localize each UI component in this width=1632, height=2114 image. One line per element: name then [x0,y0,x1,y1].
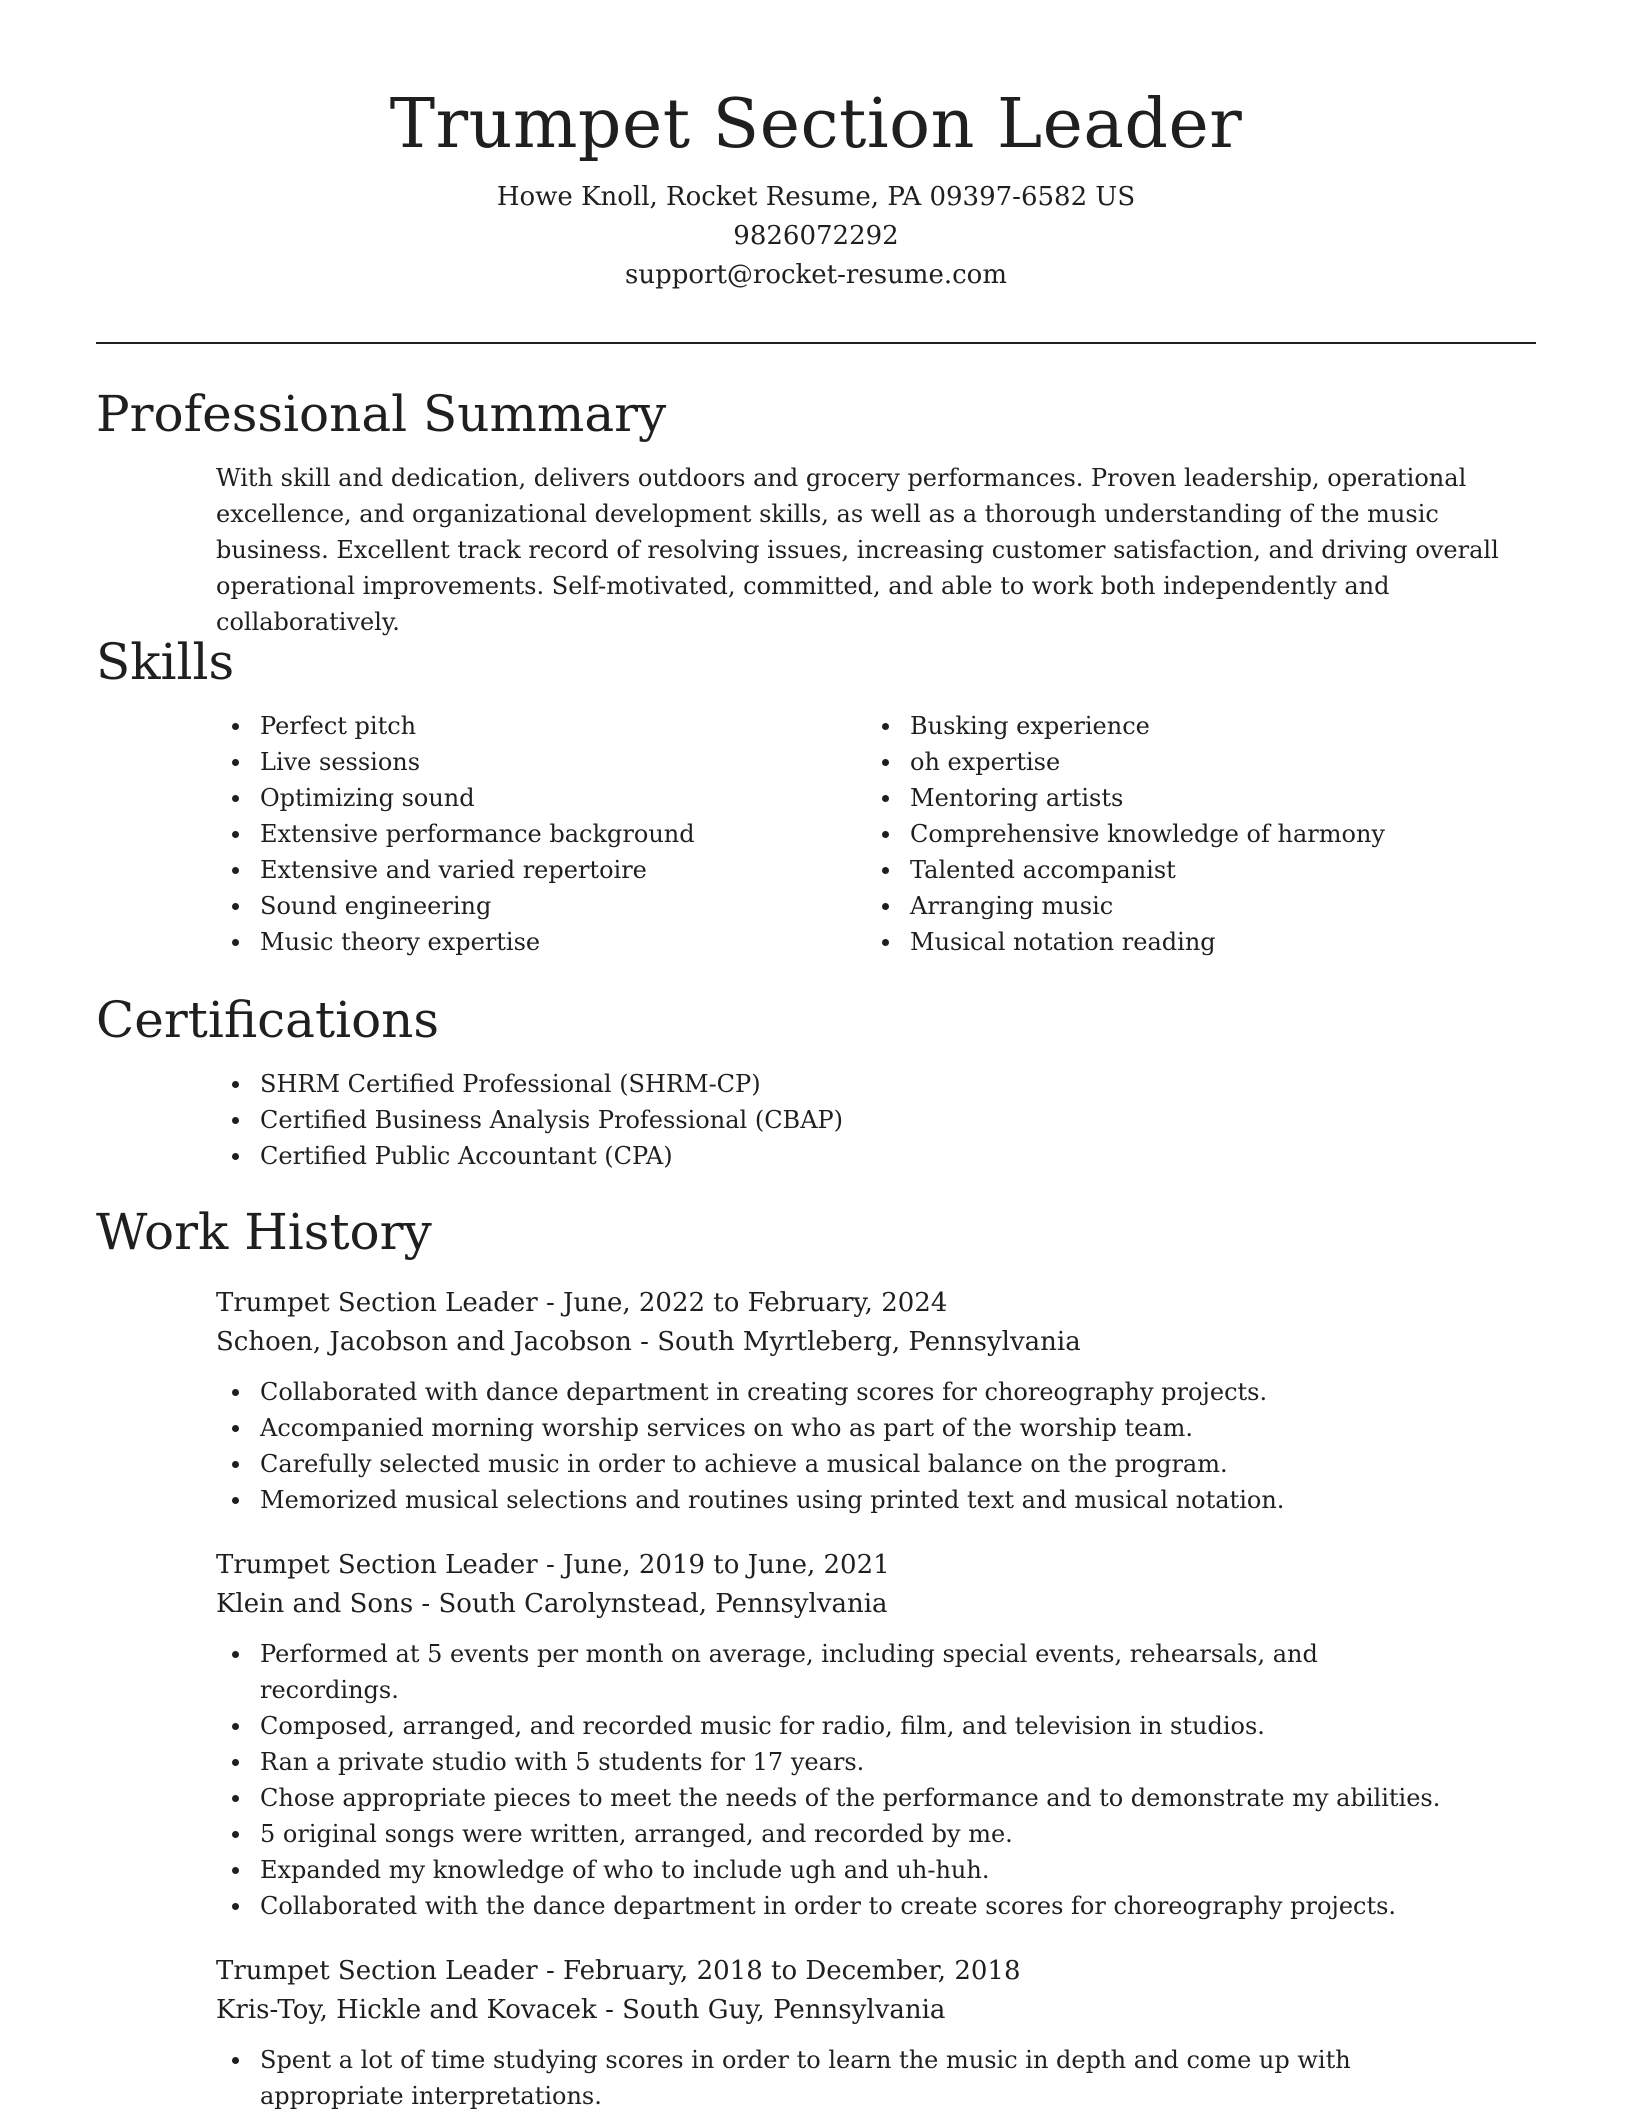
job-location: South Guy, Pennsylvania [622,1995,946,2025]
contact-address: Howe Knoll, Rocket Resume, PA 09397-6582 US [496,182,1136,212]
job-bullets [96,2042,1536,2114]
contact-info [96,178,1536,295]
job-bullet: Memorized musical selections and routines using printed text and musical notation. [96,1482,1536,1518]
skill-item: Extensive and varied repertoire [96,852,746,888]
job-title: Trumpet Section Leader [216,1288,538,1318]
job-employer: Klein and Sons - South Carolynstead, Pennsylvania [216,1589,888,1619]
job-employer: Schoen, Jacobson and Jacobson - South Myrtleberg, Pennsylvania [216,1327,1081,1357]
job-entry [96,1952,1536,2114]
certifications-title: Certifications [96,991,440,1049]
job-heading: Trumpet Section Leader - June, 2019 to June, 2021 [216,1550,890,1580]
skill-item: Music theory expertise [96,924,746,960]
certification-item: Certified Business Analysis Professional (CBAP) [96,1102,1536,1138]
job-bullet: Collaborated with the dance department in order to create scores for choreography projects. [96,1888,1536,1924]
job-heading: Trumpet Section Leader - June, 2022 to February, 2024 [216,1288,948,1318]
header-divider [96,342,1536,344]
skills-title: Skills [96,633,235,691]
certifications-list [96,1066,1536,1174]
job-bullet: Performed at 5 events per month on average, including special events, rehearsals, and recordings. [96,1636,1536,1708]
candidate-name: Trumpet Section Leader [389,85,1243,164]
certifications-section [96,988,1536,1174]
job-company: Kris-Toy, Hickle and Kovacek [216,1995,597,2025]
skills-section [96,630,1536,960]
job-heading: Trumpet Section Leader - February, 2018 to December, 2018 [216,1956,1021,1986]
job-company: Klein and Sons [216,1589,414,1619]
work-history-section [96,1200,1536,2114]
skills-list-left [96,708,746,960]
certification-item: Certified Public Accountant (CPA) [96,1138,1536,1174]
skills-columns [96,708,1536,960]
contact-email: support@rocket-resume.com [624,260,1007,290]
skill-item: Sound engineering [96,888,746,924]
job-bullet: 5 original songs were written, arranged, and recorded by me. [96,1816,1536,1852]
job-bullet: Accompanied morning worship services on who as part of the worship team. [96,1410,1536,1446]
job-location: South Carolynstead, Pennsylvania [438,1589,888,1619]
certification-item: SHRM Certified Professional (SHRM-CP) [96,1066,1536,1102]
job-bullets [96,1374,1536,1518]
skill-item: Musical notation reading [746,924,1396,960]
contact-phone: 9826072292 [733,221,899,251]
job-dates: June, 2019 to June, 2021 [563,1550,890,1580]
job-bullet: Chose appropriate pieces to meet the needs of the performance and to demonstrate my abilities. [96,1780,1536,1816]
skill-item: Extensive performance background [96,816,746,852]
skill-item: Comprehensive knowledge of harmony [746,816,1396,852]
resume-header [96,80,1536,295]
skill-item: Perfect pitch [96,708,746,744]
work-history-title: Work History [96,1203,432,1261]
skills-list-right [746,708,1396,960]
job-location: South Myrtleberg, Pennsylvania [657,1327,1081,1357]
job-title: Trumpet Section Leader [216,1956,538,1986]
job-bullet: Ran a private studio with 5 students for 17 years. [96,1744,1536,1780]
summary-section [96,382,1536,640]
job-dates: February, 2018 to December, 2018 [563,1956,1021,1986]
job-bullet: Collaborated with dance department in creating scores for choreography projects. [96,1374,1536,1410]
job-bullet: Expanded my knowledge of who to include ugh and uh-huh. [96,1852,1536,1888]
job-dates: June, 2022 to February, 2024 [563,1288,948,1318]
job-bullets [96,1636,1536,1924]
job-title: Trumpet Section Leader [216,1550,538,1580]
job-entry [96,1546,1536,1924]
summary-title: Professional Summary [96,385,667,443]
summary-text: With skill and dedication, delivers outdoors and grocery performances. Proven leadership, operational excellence, and organizational development skills, as well as a thorough understanding of the music business. Excellent track record of resolving issues, increasing customer satisfaction, and driving overall operational improvements. Self-motivated, committed, and able to work both independently and collaboratively. [216,464,1499,636]
skill-item: oh expertise [746,744,1396,780]
job-company: Schoen, Jacobson and Jacobson [216,1327,632,1357]
skill-item: Mentoring artists [746,780,1396,816]
job-bullet: Carefully selected music in order to achieve a musical balance on the program. [96,1446,1536,1482]
skill-item: Busking experience [746,708,1396,744]
job-entry [96,1284,1536,1518]
job-bullet: Composed, arranged, and recorded music for radio, film, and television in studios. [96,1708,1536,1744]
skill-item: Arranging music [746,888,1396,924]
skill-item: Talented accompanist [746,852,1396,888]
job-employer: Kris-Toy, Hickle and Kovacek - South Guy, Pennsylvania [216,1995,946,2025]
skill-item: Optimizing sound [96,780,746,816]
job-bullet: Spent a lot of time studying scores in order to learn the music in depth and come up with appropriate interpretations. [96,2042,1536,2114]
skill-item: Live sessions [96,744,746,780]
